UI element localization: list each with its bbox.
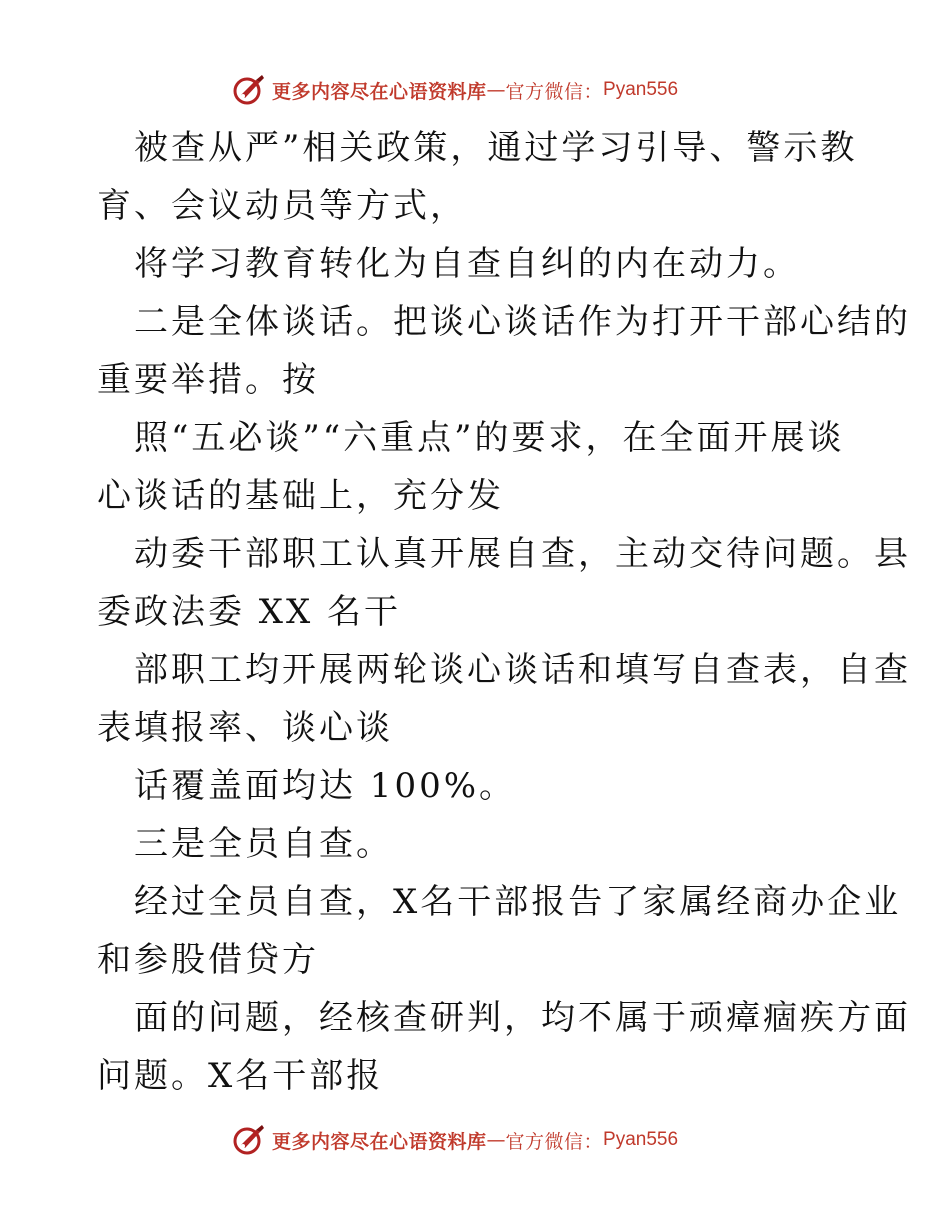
banner-brand-text: 更多内容尽在心语资料库 xyxy=(272,1130,487,1153)
body-line: 二是全体谈话。把谈心谈话作为打开干部心结的 xyxy=(134,302,911,342)
body-line: 被查从严”相关政策，通过学习引导、警示教 xyxy=(134,128,858,168)
brush-pen-logo-icon xyxy=(232,73,266,107)
brush-pen-logo-icon xyxy=(232,1123,266,1157)
body-line: 动委干部职工认真开展自查，主动交待问题。县 xyxy=(134,534,911,574)
footer-banner xyxy=(232,1122,678,1158)
banner-label-text: 官方微信： xyxy=(505,80,604,103)
header-banner xyxy=(232,72,678,108)
banner-label-text: 官方微信： xyxy=(505,1130,604,1153)
body-line: 三是全员自查。 xyxy=(134,824,393,864)
banner-separator: — xyxy=(486,1129,506,1151)
body-line: 表填报率、谈心谈 xyxy=(97,708,393,748)
body-line: 部职工均开展两轮谈心谈话和填写自查表，自查 xyxy=(134,650,911,690)
body-line: 话覆盖面均达 100%。 xyxy=(134,766,517,806)
body-line: 照“五必谈”“六重点”的要求，在全面开展谈 xyxy=(134,418,845,458)
body-line: 心谈话的基础上，充分发 xyxy=(97,476,504,516)
banner-separator: — xyxy=(486,79,506,101)
body-line: 委政法委 XX 名干 xyxy=(97,592,402,632)
body-line: 育、会议动员等方式， xyxy=(97,186,467,226)
banner-brand-text: 更多内容尽在心语资料库 xyxy=(272,80,487,103)
body-line: 面的问题，经核查研判，均不属于顽瘴痼疾方面 xyxy=(134,998,911,1038)
body-line: 问题。X名干部报 xyxy=(97,1056,384,1096)
banner-wechat-handle: Pyan556 xyxy=(603,1129,679,1150)
body-line: 重要举措。按 xyxy=(97,360,319,400)
banner-wechat-handle: Pyan556 xyxy=(603,79,679,100)
body-line: 经过全员自查，X名干部报告了家属经商办企业 xyxy=(134,882,902,922)
body-line: 将学习教育转化为自查自纠的内在动力。 xyxy=(134,244,800,284)
body-line: 和参股借贷方 xyxy=(97,940,319,980)
